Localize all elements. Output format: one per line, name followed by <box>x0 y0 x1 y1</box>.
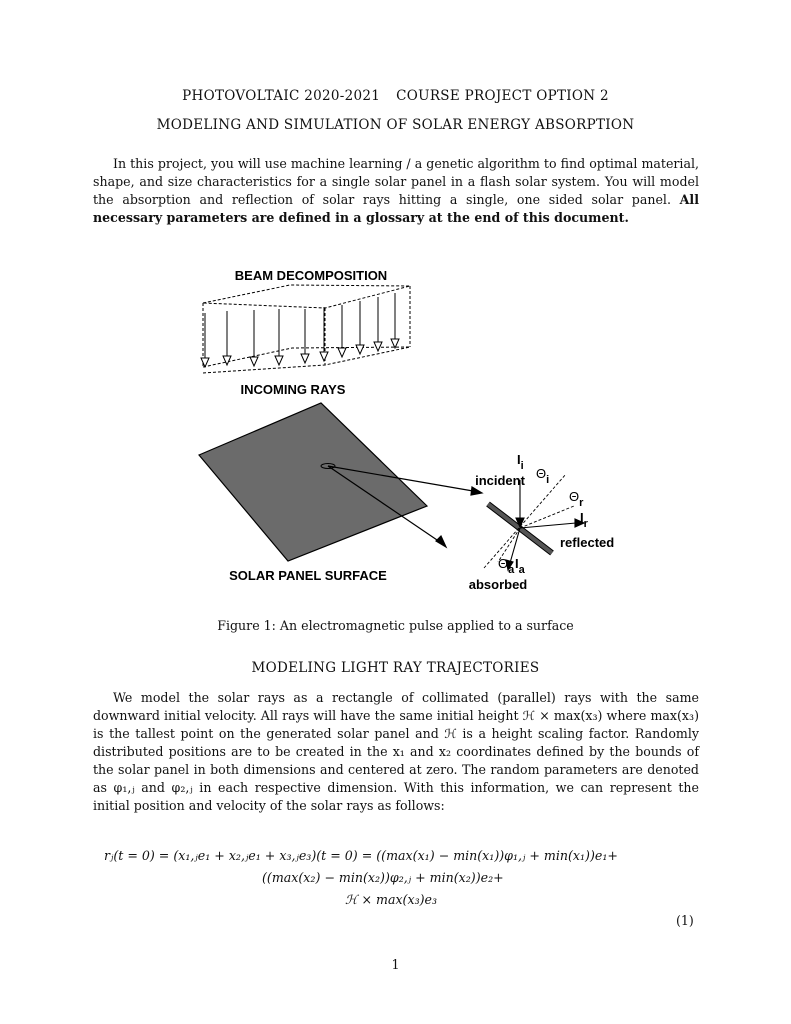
incident-label: incident <box>475 473 525 488</box>
document-subtitle: MODELING AND SIMULATION OF SOLAR ENERGY ABSORPTION <box>156 117 635 133</box>
panel-label: SOLAR PANEL SURFACE <box>229 568 387 583</box>
reflected-angle-label: $\Theta_r$ <box>569 489 584 509</box>
beam-decomposition-figure <box>0 255 791 600</box>
absorbed-label: absorbed <box>468 577 528 592</box>
equation-number: (1) <box>676 913 694 928</box>
incident-angle-label: $\Theta_i$ <box>536 466 550 486</box>
solar-panel <box>199 403 427 561</box>
reflected-intensity-label: $I_r$ <box>580 510 588 530</box>
section-paragraph <box>93 689 699 815</box>
intro-bold-text: All necessary parameters are defined in a glossary at the end of this document. <box>93 192 699 225</box>
section-heading: MODELING LIGHT RAY TRAJECTORIES <box>251 660 540 676</box>
absorbed-intensity-label: $I_a$ <box>515 556 525 576</box>
rays-label: INCOMING RAYS <box>240 382 346 397</box>
course-option: COURSE PROJECT OPTION 2 <box>396 88 609 104</box>
equation-line-3: ℋ × max(x₃)e₃ <box>345 892 438 907</box>
equation-line-1: rⱼ(t = 0) = (x₁,ⱼe₁ + x₂,ⱼe₁ + x₃,ⱼe₃)(t = 0) = ((max(x₁) − min(x₁))φ₁,ⱼ + min(x₁))e₁+ <box>104 848 618 863</box>
page-number: 1 <box>391 957 400 972</box>
intro-paragraph <box>93 155 699 227</box>
beam-label: BEAM DECOMPOSITION <box>234 268 388 283</box>
absorbed-angle-label: $\Theta_a$ <box>498 556 515 576</box>
equation-line-2: ((max(x₂) − min(x₂))φ₂,ⱼ + min(x₂))e₂+ <box>262 870 504 885</box>
incident-intensity-label: $I_i$ <box>517 452 524 472</box>
intro-text: In this project, you will use machine learning / a genetic algorithm to find optimal material, shape, and size characteristics for a single solar panel in a flash solar system. You will model the absorption and reflection of solar rays hitting a single, one sided solar panel. <box>93 156 699 207</box>
course-name: PHOTOVOLTAIC 2020-2021 <box>182 88 381 104</box>
section-text: We model the solar rays as a rectangle of collimated (parallel) rays with the same downward initial velocity. All rays will have the same initial height ℋ × max(x₃) where max(x₃) is the tallest point on the generated solar panel and ℋ is a height scaling factor. Randomly distributed positions are to be created in the x₁ and x₂ coordinates defined by the bounds of the solar panel in both dimensions and centered at zero. The random parameters are denoted as φ₁,ⱼ and φ₂,ⱼ in each respective dimension. With this information, we can represent the initial position and velocity of the solar rays as follows: <box>93 690 699 813</box>
document-title <box>0 88 791 104</box>
reflected-label: reflected <box>560 535 615 550</box>
figure-caption: Figure 1: An electromagnetic pulse applied to a surface <box>217 618 574 633</box>
